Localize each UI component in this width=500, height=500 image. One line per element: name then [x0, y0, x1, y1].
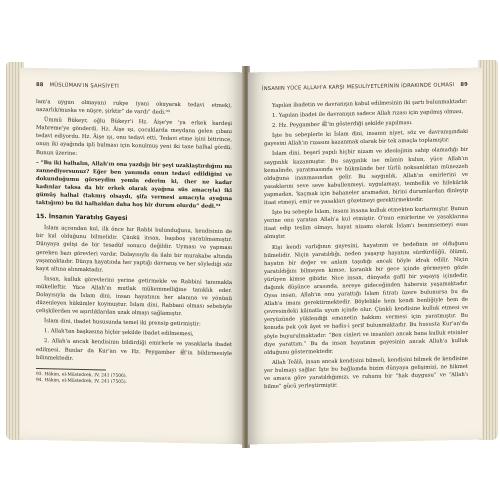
paragraph: 2. Allah'a ancak kendisinin bildirdiği emirlerle ve yasaklarla ibadet edilmesi. Bunlar da Kur'an ve Hz. Peygamber ﷺ'in bildirmesiyle bilinmektedir.: [36, 338, 232, 362]
paragraph: Allah Teâlâ, insan ancak kendisini bilmeli, kendisini bilmek de kendisine yer bulmayı sağlar. İşte bu bağlamda bizim dünyaya gelişimizi, ne hikmet ve amaca göre yaratıldığımızı, ve ruhunu bir “hak duygusu” ve “Allah'ı bilme” gücü yerleştirmiştir.: [264, 355, 468, 391]
right-page: [248, 68, 482, 445]
paragraph: Kişi kendi varlığının gayesini, hayatının ve hedefinin ne olduğunu bilmelidir. Niçin yaratıldığı, neden yaşayıp hayatını sürdürdüğü, ölümü, hayatın bir değer ve anlam taşıdığı ancak böyle idrak edilir. Niçin yaratıldığını bilmeyen kimse, karanlık bir gece içinde görmeyen gözle yürüyen kimse gibidir. Nice insan, dünyada gafil bir yaşayış içindedir, dağınık düşünce arasında, nereye gideceğinden habersiz yaşamaktadır. Oysa insan, Allah'ın onu yarattığı İslam fıtratı üzere bulunursa bu da Allah'a imanı gerektirmektedir. Böylelikle hem kendi benliğiyle hem de çevresindeki kâinatla uyum içinde olur. Çünkü kendisine kulluk etmesi ve yeryüzünde yüklendiği emanetin hakkını vermesi için yaratmıştır. Bu konuda pek çok âyet ve hadis-i şerif bulunmaktadır. Bu hususta Kur'an'da şöyle buyurulmaktadır: “Ben cinleri ve insanları ancak bana kulluk etsinler diye yarattım.” Bu da insan hayatının gayesinin ancak Allah'a kulluk olduğunu göstermektedir.: [264, 240, 468, 356]
left-body-top: [36, 98, 232, 211]
paragraph: İşte bu sebeplerle ki İslam dini, insanın niyet, söz ve davranışındaki gayesini Allah'ın rızasını kazanmak olarak bir tek amaçla toplamıştır.: [264, 129, 468, 148]
right-header-title: İNSANIN YÜCE ALLAH'A KARŞI MESULİYETLERİNİN İDRAKINDE OLMASI: [261, 82, 455, 93]
open-book: [6, 52, 498, 454]
fn: 94. Hâkim, el-Müstedrek, IV, 241 (7505).: [36, 377, 127, 385]
right-page-number: 89: [460, 81, 468, 89]
footnotes: [36, 372, 232, 388]
left-page-number: 88: [36, 81, 44, 89]
left-header-title: MÜSLÜMAN'IN ŞAHSİYETİ: [49, 82, 120, 90]
paragraph: 1. Yapılan ibadet ile davranışın sadece Allah rızası için yapılmış olması,: [272, 109, 464, 120]
paragraph: Yapılan ibadetin ve davranışın kabul edilmesinin iki şartı bulunmaktadır:: [272, 98, 468, 109]
paragraph: İşte bu sebeple İslam, insanı insana kulluk etmekten kurtarmıştır. Bunun yerine onu yaratan Allah'a kul etmiştir. O'nun emirlerine ve yasaklarına itaat edip teslim olmayı, hayat nizamı olarak İslam'ı benimsemeyi esas almıştır.: [264, 205, 468, 241]
right-body: [264, 98, 468, 391]
paragraph: 1. Allah'tan başkasına hiçbir şekilde ibadet edilmemesi,: [44, 328, 194, 338]
left-page: [20, 68, 244, 445]
paragraph: İslam dini, ibadet hususunda temel iki prensip getirmiştir:: [44, 318, 201, 328]
paragraph: 2. Hz. Peygamber ﷺ'in gösterdiği şekilde yapılması.: [272, 120, 413, 130]
paragraph: İnsan, kulluk görevlerini yerine getirmekle ve Rabbini tanımakla mükelleftir. Yüce Allah'ın mutlak mükemmelliğine tanıklık eder. Dolayısıyla da İslam dini, insan hayatının her alanına ve yönünü düzenleyen hükümler koymuştur. İslam dini, Rabbani olması sebebiyle çelişkilerden ve aşırılıklardan uzak olmayı sağlamıştır.: [36, 275, 232, 318]
paragraph: – “Bu iki halhalın, Allah'ın ona yazdığı bir şeyi uzaklaştırdığını mı zannediyorsunuz? Eğer ben yanımda onun tedavi edildiğini ve dokunduğumu görseydim yemin ederim ki, (her ne kadar kadınlar taksa da bir erkek olarak ayağına süs amacıyla) iki gümüş halhal (takmış olsaydı, şifa vermesi amacıyla ayağına taktığım) bu iki halhaldan daha hoş bir durum olurdu” dedi.⁹⁴: [36, 159, 232, 210]
paragraph: Ümmü Bükeyr, oğlu Bükeyr'i Hz. Âişe'ye 'ya erkek kardeşi Mahreme'ye gönderdi. Hz. Âişe ışı, çocuklarda meydana gelen çıbanı tedavi ediyordu. Hz. Âişe ışı, onu tedavi etti. Tedavi etme işini bitirince, onun iki ayağında ipli bulması için konulmuş yeni iki tane halhal gördü. Bunun üzerine:: [36, 117, 232, 157]
paragraph: lam'a uygun olmayan) rukye (yani okuyarak tedavi etmek), nazarlık/muska ve nüşre, şirktir” de vardı” dedi.⁹³: [36, 98, 232, 116]
right-running-head: [261, 81, 468, 93]
left-running-head: [36, 82, 232, 92]
section-title: 15. İnsanın Yaratılış Gayesi: [36, 213, 128, 223]
left-body-bottom: [36, 224, 232, 366]
paragraph: İslam açısından kul, ilk önce hır Rabbi bulunduğunu, kendisinin de bir kul olduğunu bilmelidir. Çünkü insan, başıboş yaratılmamıştır. Dünyaya gelişi de bir tesadüf sonucu değildir. Uyması ve yapması gereken bazı görevleri vardır. Dolayısıyla da ilahi bir murakabe altında yaşamaktadır. Dünya hayatında her yaptığı davranış ve her söylediği söz kayıt altına alınmaktadır.: [36, 225, 232, 274]
footnote-rule: [36, 368, 106, 370]
fn: 93. Hâkim, el-Müstedrek, IV, 241 (7506).: [36, 371, 127, 379]
paragraph: İslam dini, beşerî yapılı hiçbir nizam ve ideolojinin sahip olamadığı bir saygınlık kazanmıştır. Bu saygınlık ise mümin kulun, yüce Allah'ın kemalinde, yaratmasında ve hükmünde her türlü noksanlıktan münezzeh olduğuna inanmasından gelir. Bu saygınlık, Allah'ın emirlerini ve yasaklarını seve seve kabullenmeyi, uygulamayı, tembellik ve hilekârlık yapmadan, 'kaçmak için bahaneler aramadan, birini durumlardan dinleyip itaat etmeyi, emir ve yasakları gözetmeyi gerektirmektedir.: [264, 147, 468, 207]
